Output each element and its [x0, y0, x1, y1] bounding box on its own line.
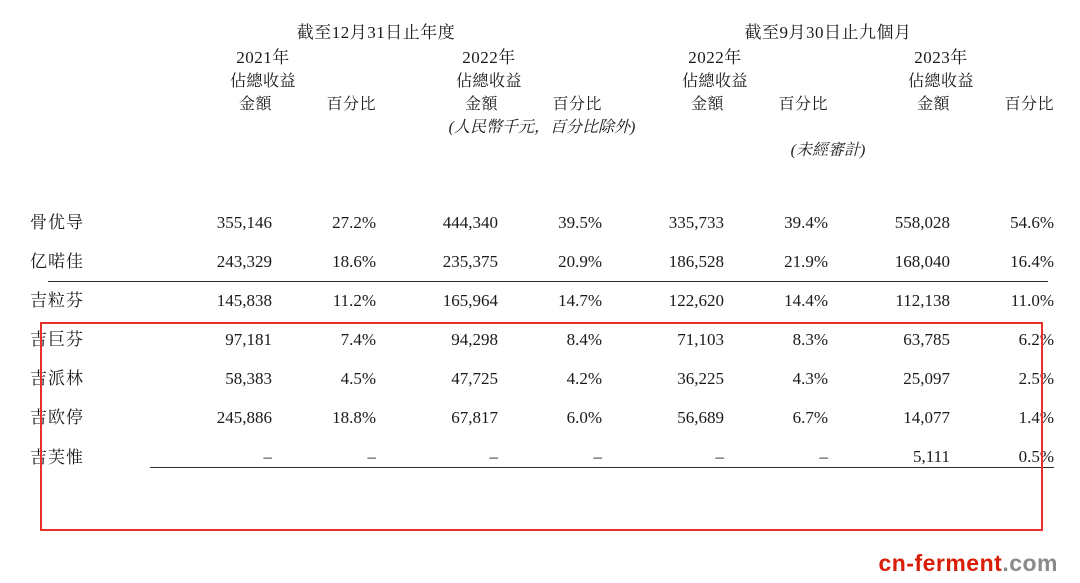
year-header-2022-annual: 2022年 — [462, 48, 516, 67]
period-header-annual: 截至12月31日止年度 — [296, 23, 456, 42]
cell-value: 25,097 — [903, 369, 950, 388]
revenue-breakdown-table — [30, 18, 1054, 468]
column-header-amount-1: 金額 — [238, 96, 272, 113]
cell-value: – — [272, 428, 376, 468]
cell-value: 21.9% — [784, 252, 828, 271]
cell-value: 97,181 — [225, 330, 272, 349]
cell-value: 67,817 — [451, 408, 498, 427]
column-header-amount-2: 金額 — [464, 96, 498, 113]
cell-value: 122,620 — [668, 291, 724, 310]
cell-value: 16.4% — [1010, 252, 1054, 271]
header-row-columns — [30, 91, 1054, 114]
cell-value: 4.3% — [792, 369, 828, 388]
cell-value: 8.4% — [566, 330, 602, 349]
cell-value: 6.0% — [566, 408, 602, 427]
cell-value: 14.4% — [784, 291, 828, 310]
cell-value: – — [376, 428, 498, 468]
cell-value: 145,838 — [216, 291, 272, 310]
cell-value: 2.5% — [1018, 369, 1054, 388]
header-row-unaudited-note — [30, 137, 1054, 160]
cell-value: – — [150, 428, 272, 468]
column-header-amount-3: 金額 — [690, 96, 724, 113]
row-label-guyoudao: 骨优导 — [30, 213, 84, 232]
cell-value: 165,964 — [442, 291, 498, 310]
cell-value: 11.0% — [1010, 291, 1054, 310]
cell-value: 558,028 — [894, 213, 950, 232]
cell-value: 335,733 — [668, 213, 724, 232]
year-header-2021: 2021年 — [236, 48, 290, 67]
sub-header-pct-of-revenue-1: 佔總收益 — [229, 73, 296, 90]
column-header-percent-1: 百分比 — [326, 96, 376, 113]
cell-value: 4.5% — [340, 369, 376, 388]
watermark — [878, 550, 1058, 577]
cell-value: 14.7% — [558, 291, 602, 310]
unit-note: (人民幣千元，百分比除外) — [448, 119, 636, 136]
cell-value: 1.4% — [1018, 408, 1054, 427]
row-label-jifuwei: 吉芙惟 — [30, 447, 84, 467]
cell-value: – — [724, 428, 828, 468]
table-row — [30, 428, 1054, 468]
column-header-percent-2: 百分比 — [552, 96, 602, 113]
watermark-primary: cn-ferment — [878, 550, 1003, 576]
column-header-amount-4: 金額 — [916, 96, 950, 113]
cell-value: 186,528 — [668, 252, 724, 271]
cell-value: – — [602, 428, 724, 468]
cell-value: 112,138 — [895, 291, 950, 310]
sub-row-blank — [30, 68, 150, 91]
cell-value: 47,725 — [451, 369, 498, 388]
cell-value: 8.3% — [792, 330, 828, 349]
sub-header-pct-of-revenue-4: 佔總收益 — [907, 73, 974, 90]
row-label-jilifen: 吉粒芬 — [30, 291, 84, 310]
cell-value: 18.8% — [332, 408, 376, 427]
spacer-cell — [30, 160, 1054, 194]
cell-value: 235,375 — [442, 252, 498, 271]
cell-value: 39.5% — [558, 213, 602, 232]
cell-value: 54.6% — [1010, 213, 1054, 232]
cell-value: 20.9% — [558, 252, 602, 271]
header-row-subtitles — [30, 68, 1054, 91]
cell-value: 168,040 — [894, 252, 950, 271]
cell-value: 444,340 — [442, 213, 498, 232]
row-label-jijufen: 吉巨芬 — [30, 330, 84, 349]
column-row-blank — [30, 91, 150, 114]
cell-value: 94,298 — [451, 330, 498, 349]
unaudited-note: (未經審計) — [790, 142, 866, 159]
cell-value: 27.2% — [332, 213, 376, 232]
cell-value: 36,225 — [677, 369, 724, 388]
table-row — [30, 194, 1054, 233]
header-corner-blank — [30, 18, 150, 43]
period-header-nine-months: 截至9月30日止九個月 — [744, 23, 912, 42]
table-row — [30, 311, 1054, 350]
cell-value: 56,689 — [677, 408, 724, 427]
year-row-blank — [30, 43, 150, 68]
sub-header-pct-of-revenue-2: 佔總收益 — [455, 73, 522, 90]
table-body — [30, 194, 1054, 468]
header-spacer — [30, 160, 1054, 194]
cell-value: 4.2% — [566, 369, 602, 388]
header-row-periods — [30, 18, 1054, 43]
row-label-yinuojia: 亿喏佳 — [30, 252, 84, 271]
year-header-2022-nine-months: 2022年 — [688, 48, 742, 67]
header-row-unit-note — [30, 114, 1054, 137]
table-top-rule — [48, 281, 1048, 282]
header-row-years — [30, 43, 1054, 68]
column-header-percent-4: 百分比 — [1004, 96, 1054, 113]
cell-value: 6.2% — [1018, 330, 1054, 349]
cell-value: 6.7% — [792, 408, 828, 427]
cell-value: 7.4% — [340, 330, 376, 349]
unaudited-note-blank — [30, 137, 602, 160]
row-label-jioutings: 吉欧停 — [30, 408, 84, 427]
table-row — [30, 350, 1054, 389]
row-label-jipailin: 吉派林 — [30, 369, 84, 388]
cell-value: 5,111 — [828, 428, 950, 468]
cell-value: 0.5% — [950, 428, 1054, 468]
table-row — [30, 389, 1054, 428]
sub-header-pct-of-revenue-3: 佔總收益 — [681, 73, 748, 90]
column-header-percent-3: 百分比 — [778, 96, 828, 113]
cell-value: 14,077 — [903, 408, 950, 427]
cell-value: 58,383 — [225, 369, 272, 388]
year-header-2023: 2023年 — [914, 48, 968, 67]
cell-value: 245,886 — [216, 408, 272, 427]
cell-value: 11.2% — [332, 291, 376, 310]
cell-value: – — [498, 428, 602, 468]
cell-value: 71,103 — [677, 330, 724, 349]
table-header — [30, 18, 1054, 194]
cell-value: 63,785 — [903, 330, 950, 349]
cell-value: 243,329 — [216, 252, 272, 271]
cell-value: 18.6% — [332, 252, 376, 271]
cell-value: 355,146 — [216, 213, 272, 232]
cell-value: 39.4% — [784, 213, 828, 232]
table-row — [30, 233, 1054, 272]
table-row — [30, 272, 1054, 311]
watermark-secondary: .com — [1002, 550, 1058, 576]
